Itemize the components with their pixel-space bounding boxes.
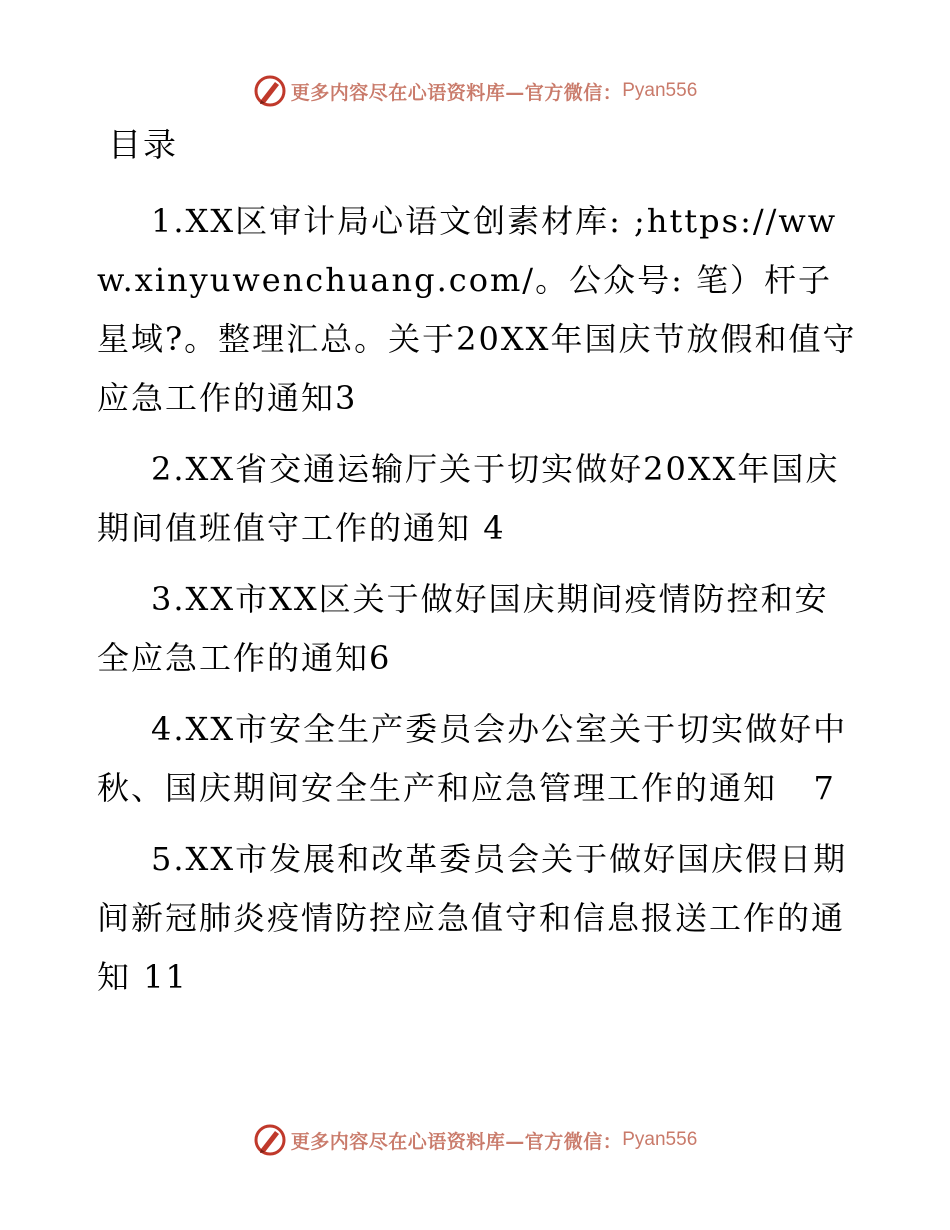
footer-banner [0, 1120, 950, 1160]
pen-logo-icon [253, 1123, 287, 1157]
toc-entry-text: 4.XX市安全生产委员会办公室关于切实做好中秋、国庆期间安全生产和应急管理工作的通知 [97, 710, 848, 807]
toc-entry-5[interactable] [97, 830, 857, 1007]
toc-entry-text: 1.XX区审计局心语文创素材库: ;https://www.xinyuwenchuang.com/。公众号: 笔）杆子星域?。整理汇总。关于20XX年国庆节放假和值守应急工作的通知 [97, 202, 857, 417]
header-banner-text: 更多内容尽在心语资料库—官方微信： [290, 81, 623, 104]
footer-banner-text: 更多内容尽在心语资料库—官方微信： [290, 1130, 623, 1153]
toc-entry-4[interactable] [97, 700, 857, 818]
toc-entry-page: 4 [483, 509, 506, 547]
toc-entry-page: 6 [369, 639, 392, 677]
toc-entry-page: 7 [813, 769, 836, 807]
header-banner [0, 71, 950, 111]
toc-entry-page: 11 [143, 958, 188, 996]
toc-entry-page: 3 [335, 379, 358, 417]
toc-entry-2[interactable] [97, 440, 857, 558]
toc-list [97, 192, 857, 1019]
footer-banner-wechat-id: Pyan556 [622, 1129, 698, 1150]
toc-entry-1[interactable] [97, 192, 857, 428]
pen-logo-icon [253, 74, 287, 108]
toc-entry-text: 5.XX市发展和改革委员会关于做好国庆假日期间新冠肺炎疫情防控应急值守和信息报送工作的通知 [97, 840, 848, 996]
header-banner-wechat-id: Pyan556 [622, 80, 698, 101]
toc-entry-3[interactable] [97, 570, 857, 688]
toc-title: 目录 [108, 125, 178, 164]
toc-entry-text: 2.XX省交通运输厅关于切实做好20XX年国庆期间值班值守工作的通知 [97, 450, 840, 547]
toc-entry-text: 3.XX市XX区关于做好国庆期间疫情防控和安全应急工作的通知 [97, 580, 829, 677]
